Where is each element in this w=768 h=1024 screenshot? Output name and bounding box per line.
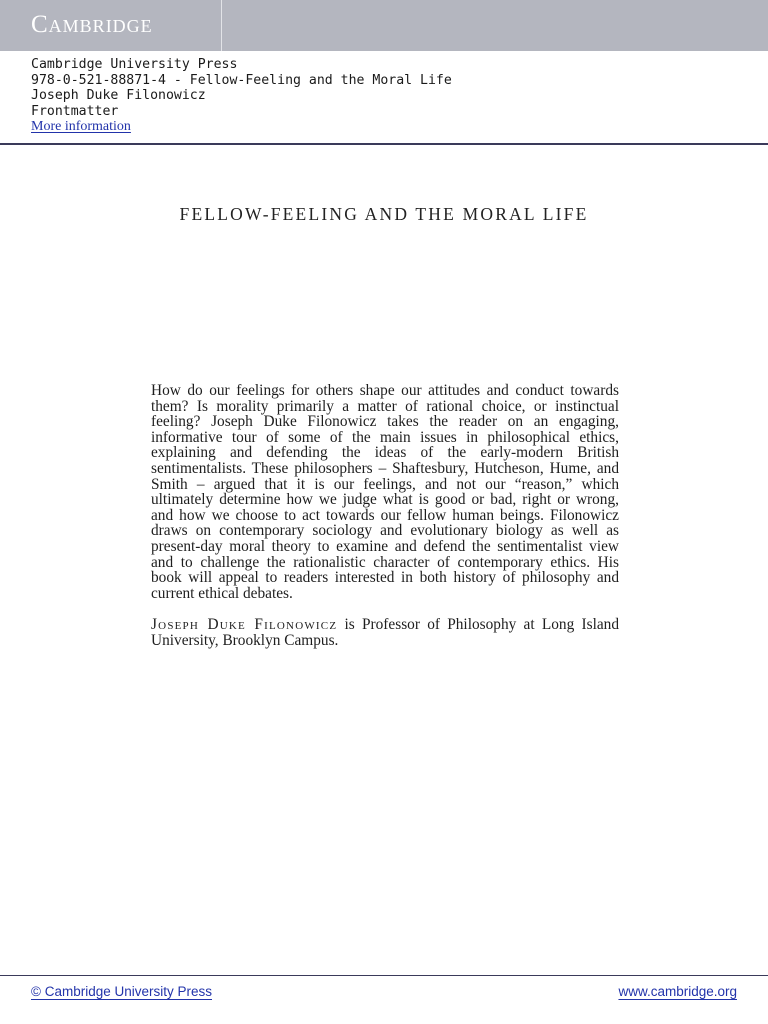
footer-rule — [0, 975, 768, 976]
header-rule — [0, 143, 768, 145]
author-bio-text: is Professor of Philosophy at Long Island University, Brooklyn Campus. — [151, 616, 619, 649]
more-information-link[interactable]: More information — [31, 119, 131, 135]
cambridge-logo: Cambridge — [31, 11, 153, 38]
blurb-paragraph: How do our feelings for others shape our attitudes and conduct towards them? Is morality primarily a matter of rational choice, or instinctual feeling? Joseph Duke Filonowicz takes the reader on an engaging, informative tour of some of the main issues in philosophical ethics, explaining and defending the ideas of the early-modern British sentimentalists. These philosophers – Shaftesbury, Hutcheson, Hume, and Smith – argued that it is our feelings, and not our “reason,” which ultimately determine how we judge what is good or bad, right or wrong, and how we choose to act towards our fellow human beings. Filonowicz draws on contemporary sociology and evolutionary biology as well as present-day moral theory to examine and defend the sentimentalist view and to challenge the rationalistic character of contemporary ethics. His book will appeal to readers interested in both history of philosophy and current ethical debates. — [151, 382, 619, 602]
isbn-title-line: 978-0-521-88871-4 - Fellow-Feeling and the Moral Life — [31, 72, 452, 88]
book-description — [151, 383, 619, 649]
author-line: Joseph Duke Filonowicz — [31, 88, 206, 104]
brand-header-bar — [0, 0, 768, 51]
author-bio — [151, 617, 619, 648]
document-metadata — [31, 57, 452, 135]
book-title: FELLOW-FEELING AND THE MORAL LIFE — [179, 204, 589, 224]
publisher-line: Cambridge University Press — [31, 57, 238, 72]
header-divider — [221, 0, 222, 51]
website-link[interactable]: www.cambridge.org — [618, 984, 737, 999]
author-bio-name: Joseph Duke Filonowicz — [151, 616, 338, 634]
copyright-link[interactable]: © Cambridge University Press — [31, 984, 212, 999]
section-line: Frontmatter — [31, 103, 119, 119]
